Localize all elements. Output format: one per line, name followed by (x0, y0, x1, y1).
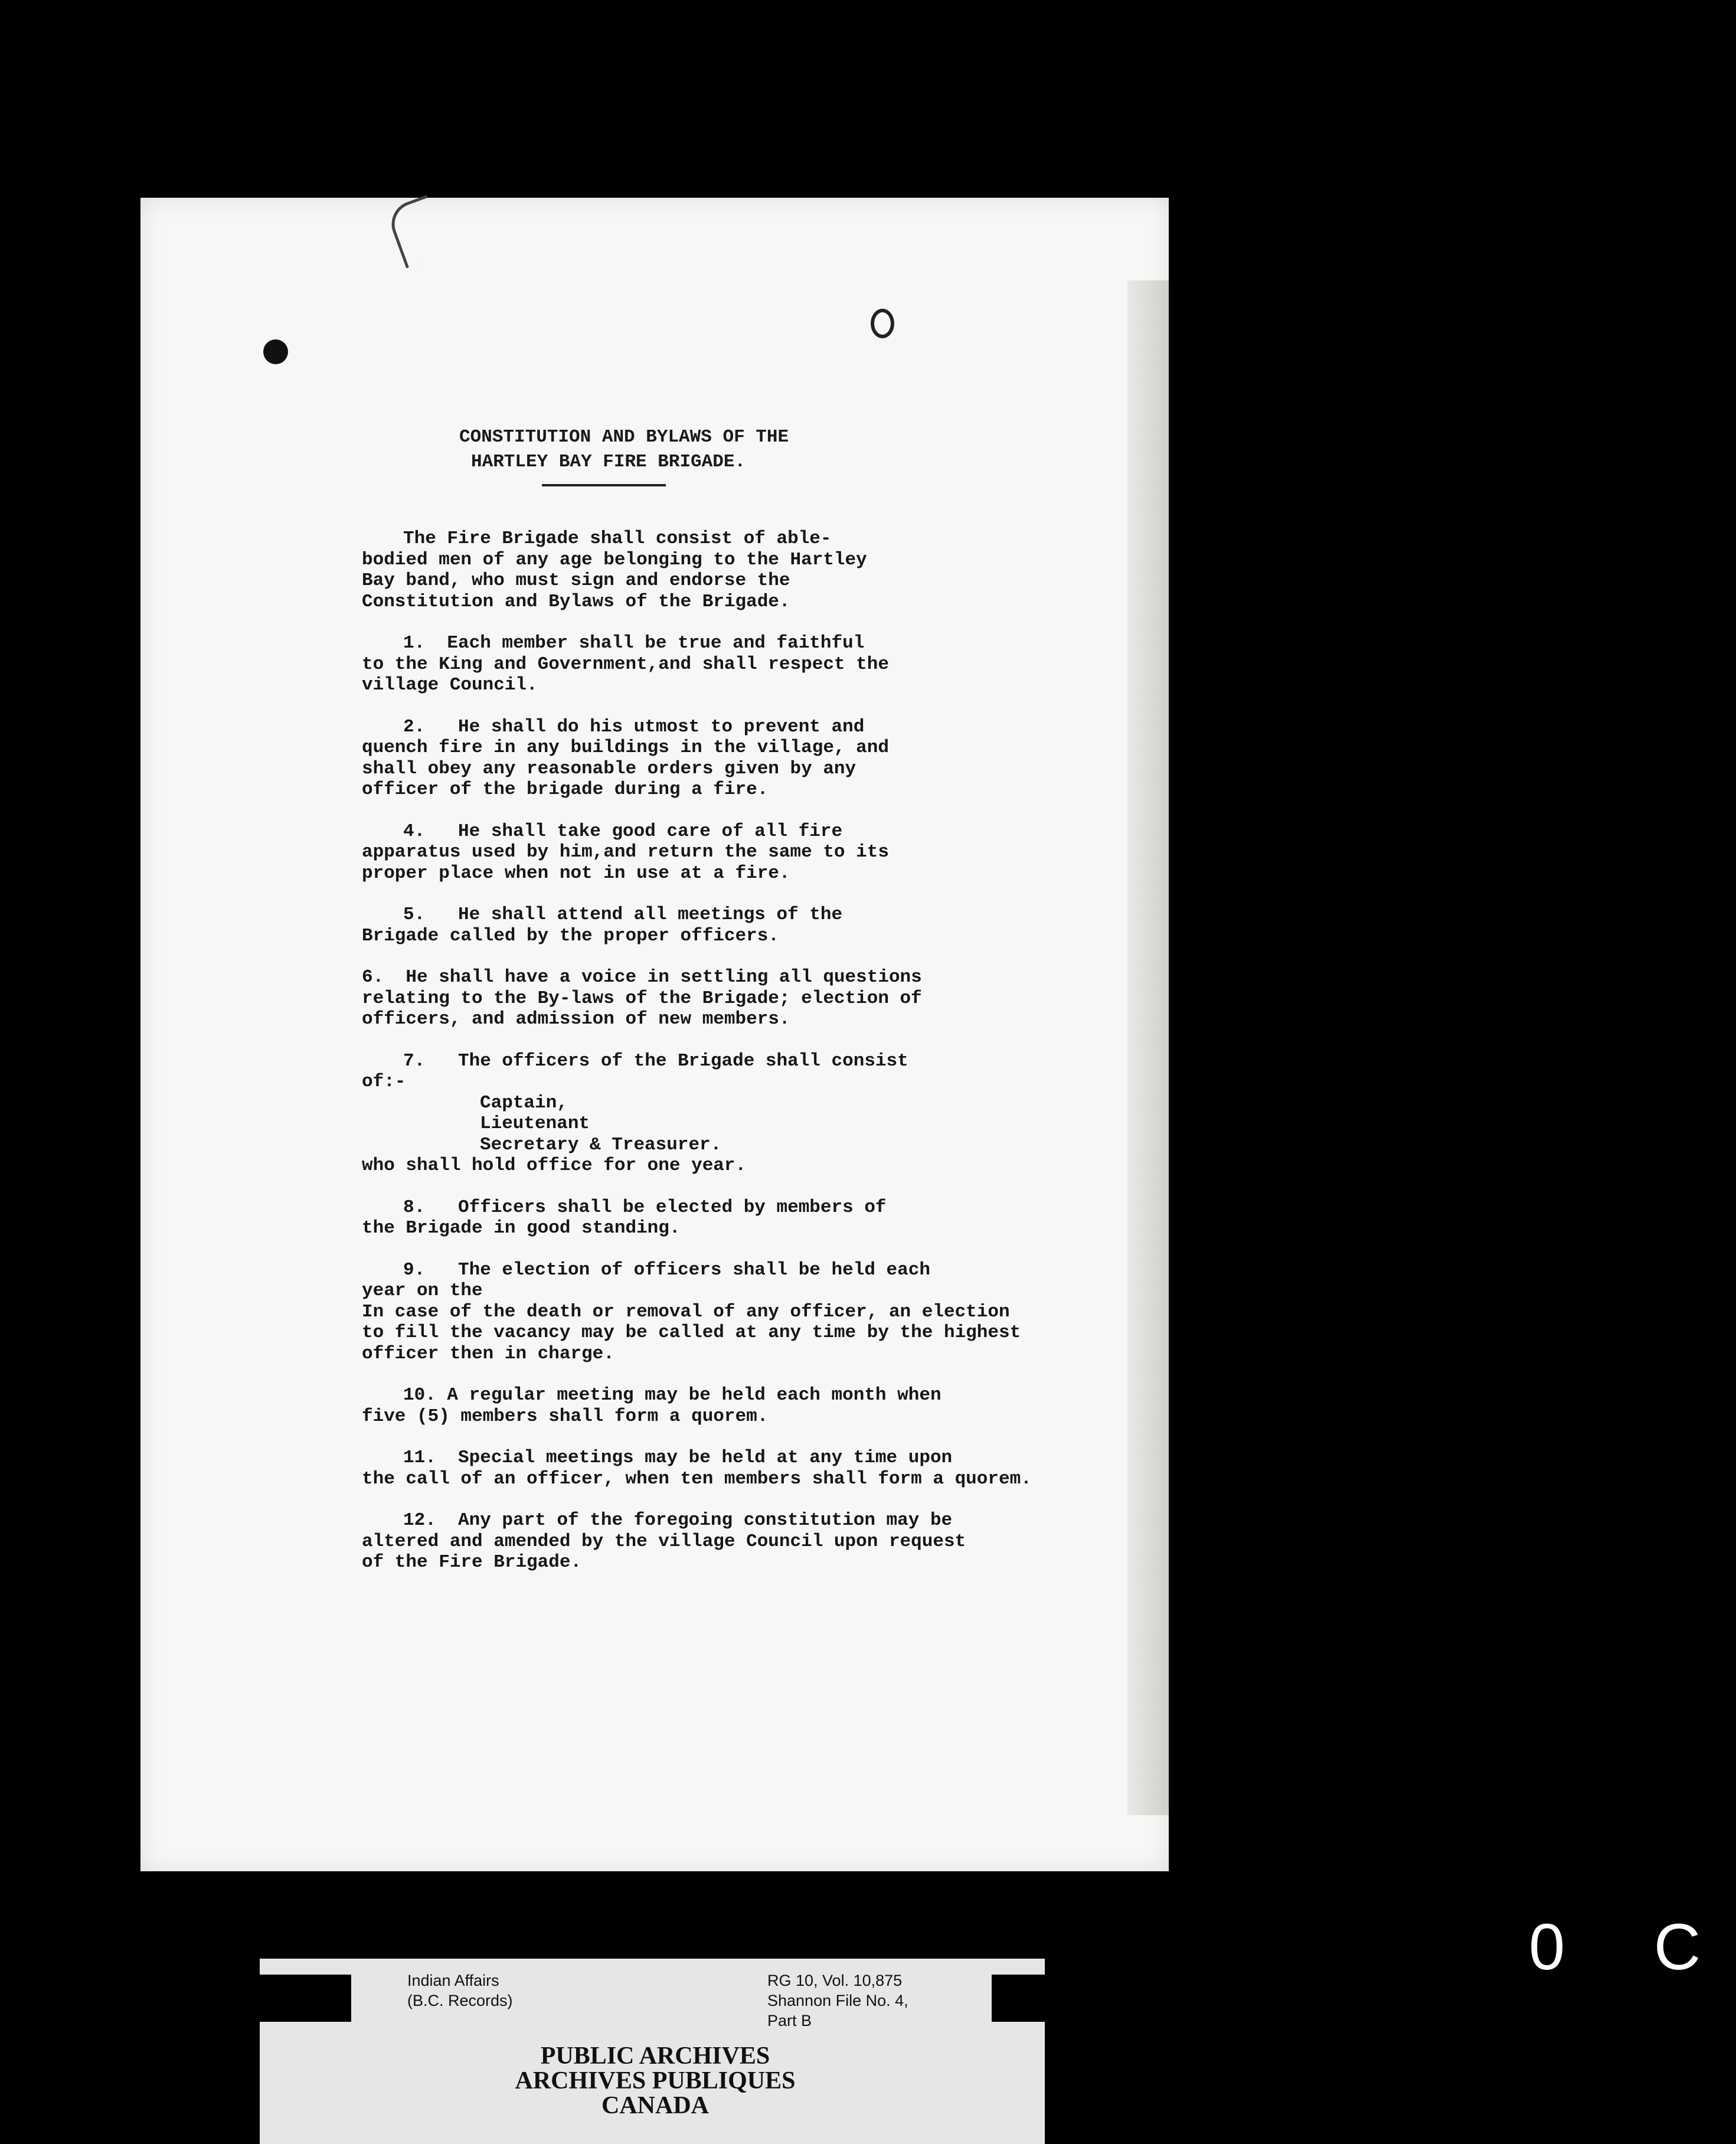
text-line: 8. Officers shall be elected by members of (403, 1197, 887, 1218)
intro-paragraph (362, 528, 1129, 612)
document-body (362, 528, 1129, 1594)
clause-12 (362, 1510, 1129, 1573)
stamp-line: CANADA (601, 2092, 709, 2119)
document-page (140, 198, 1169, 1871)
document-title (436, 425, 967, 475)
clause-9 (362, 1260, 1129, 1365)
label-text: Indian Affairs (407, 1972, 499, 1989)
text-line: the call of an officer, when ten members shall form a quorem. (362, 1468, 1032, 1489)
text-line: year on the (362, 1280, 483, 1301)
text-line: the Brigade in good standing. (362, 1218, 681, 1238)
text-line: 5. He shall attend all meetings of the (403, 904, 843, 925)
text-line: 9. The election of officers shall be held each (403, 1259, 930, 1280)
label-notch-right (992, 1975, 1045, 2022)
text-line: bodied men of any age belonging to the Hartley (362, 549, 867, 570)
text-line: to the King and Government,and shall respect the (362, 653, 889, 675)
clause-11 (362, 1447, 1129, 1489)
stamp-line: ARCHIVES PUBLIQUES (515, 2067, 796, 2094)
archive-label-right (767, 1970, 908, 2031)
text-line: altered and amended by the village Council upon request (362, 1531, 966, 1552)
text-line: to fill the vacancy may be called at any time by the highest (362, 1322, 1021, 1343)
archives-stamp (449, 2044, 862, 2118)
text-line: 7. The officers of the Brigade shall consist (403, 1050, 908, 1071)
title-underline (542, 484, 666, 486)
text-line: village Council. (362, 675, 538, 695)
text-line: officer then in charge. (362, 1343, 614, 1364)
label-text: Shannon File No. 4, (767, 1992, 908, 2009)
text-line: 1. Each member shall be true and faithful (403, 633, 865, 653)
text-line: who shall hold office for one year. (362, 1155, 747, 1176)
text-line: 12. Any part of the foregoing constitution may be (403, 1510, 953, 1531)
text-line: 2. He shall do his utmost to prevent and (403, 716, 865, 737)
label-text: (B.C. Records) (407, 1992, 513, 2009)
handwritten-mark (385, 195, 447, 268)
text-line: 6. He shall have a voice in settling all questions (362, 967, 922, 988)
officer-list-item: Captain, (480, 1092, 568, 1113)
text-line: officer of the brigade during a fire. (362, 779, 769, 800)
film-frame-marks: 0 C (1529, 1911, 1736, 1983)
text-line: Brigade called by the proper officers. (362, 925, 779, 946)
text-line: officers, and admission of new members. (362, 1009, 790, 1029)
clause-8 (362, 1197, 1129, 1239)
punch-hole-mark (263, 339, 288, 364)
text-line: quench fire in any buildings in the village, and (362, 737, 889, 758)
text-line: of:- (362, 1071, 406, 1092)
text-line: 4. He shall take good care of all fire (403, 821, 843, 842)
stamp-line: PUBLIC ARCHIVES (540, 2042, 770, 2070)
clause-1 (362, 633, 1129, 696)
clause-5 (362, 904, 1129, 946)
text-line: of the Fire Brigade. (362, 1552, 582, 1573)
clause-7 (362, 1051, 1129, 1176)
title-line-1: CONSTITUTION AND BYLAWS OF THE (459, 427, 789, 447)
clause-2 (362, 717, 1129, 800)
text-line: Bay band, who must sign and endorse the (362, 570, 790, 591)
text-line: The Fire Brigade shall consist of able- (403, 528, 832, 549)
page-edge-shadow (1127, 280, 1169, 1815)
clause-4 (362, 821, 1129, 884)
title-line-2: HARTLEY BAY FIRE BRIGADE. (471, 452, 746, 472)
officer-list-item: Secretary & Treasurer. (480, 1134, 722, 1155)
ring-mark (871, 309, 894, 338)
clause-6 (362, 967, 1129, 1030)
text-line: proper place when not in use at a fire. (362, 862, 790, 884)
label-text: RG 10, Vol. 10,875 (767, 1972, 903, 1989)
text-line: 11. Special meetings may be held at any time upon (403, 1447, 953, 1468)
text-line: In case of the death or removal of any officer, an election (362, 1301, 1010, 1322)
text-line: shall obey any reasonable orders given by any (362, 758, 856, 779)
text-line: Constitution and Bylaws of the Brigade. (362, 591, 790, 612)
archive-label-left (407, 1970, 513, 2011)
label-text: Part B (767, 2012, 812, 2029)
text-line: five (5) members shall form a quorem. (362, 1406, 769, 1427)
officer-list-item: Lieutenant (480, 1113, 590, 1134)
clause-10 (362, 1385, 1129, 1427)
label-notch-left (260, 1975, 351, 2022)
text-line: apparatus used by him,and return the same to its (362, 842, 889, 862)
text-line: 10. A regular meeting may be held each month when (403, 1385, 941, 1406)
text-line: relating to the By-laws of the Brigade; election of (362, 988, 922, 1009)
